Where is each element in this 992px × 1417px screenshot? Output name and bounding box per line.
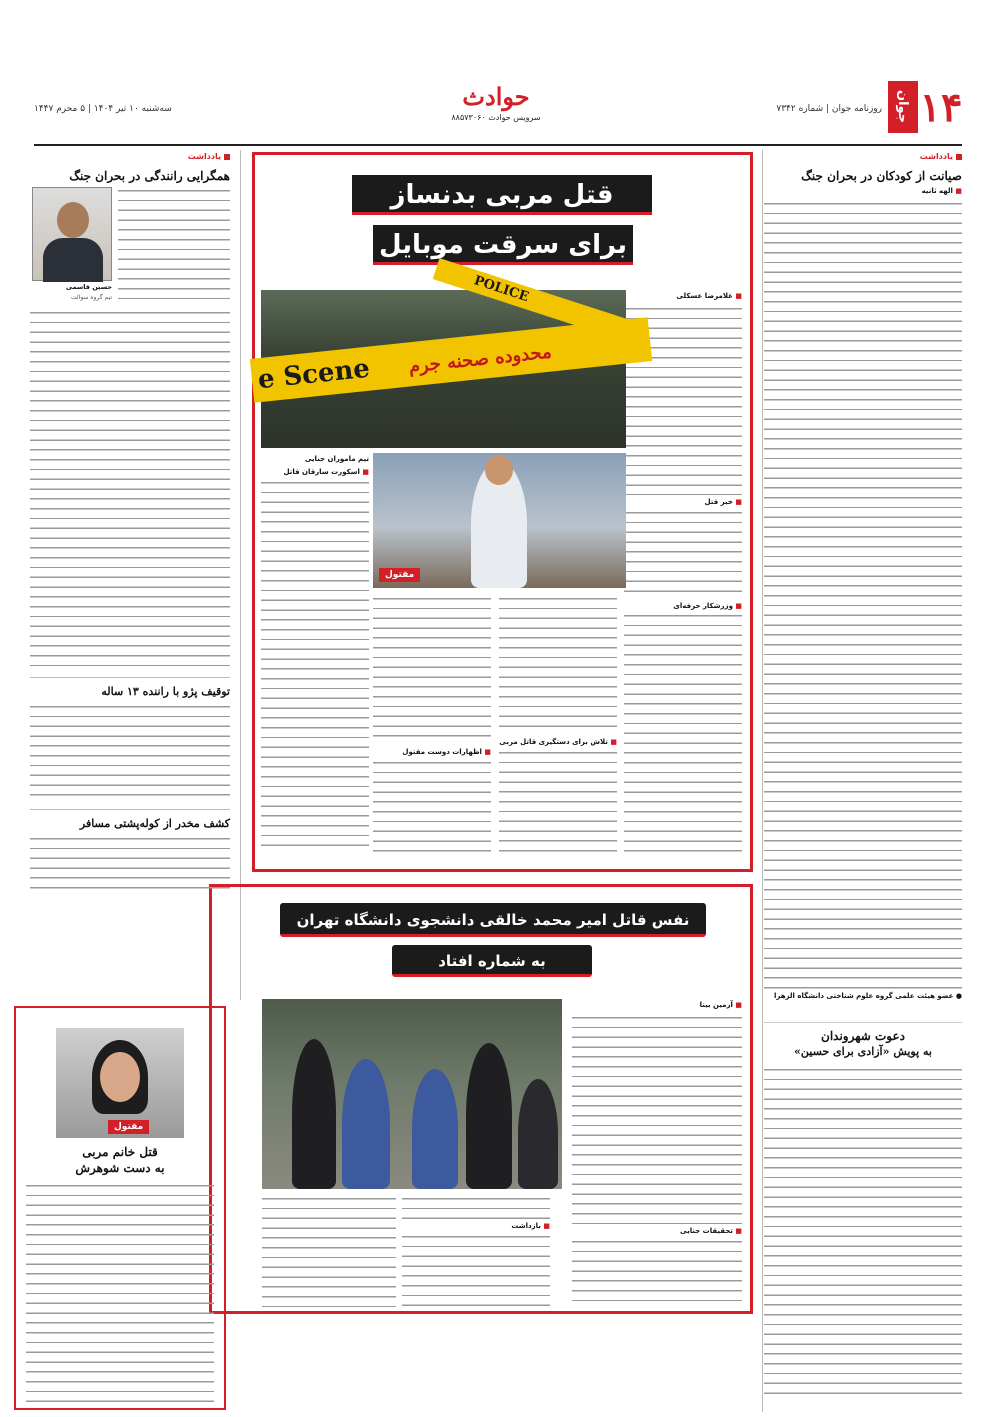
story-body xyxy=(499,749,617,859)
article-author: ■ الهه ثانیه xyxy=(921,186,962,195)
article-title: همگرایی رانندگی در بحران جنگ xyxy=(69,168,230,183)
story-column xyxy=(373,595,491,865)
masthead xyxy=(34,78,962,136)
photo-caption: تیم ماموران جنایی xyxy=(304,455,369,463)
story-title-line2: به دست شوهرش xyxy=(75,1161,165,1175)
left-story-box xyxy=(14,1006,226,1410)
officer-figure xyxy=(292,1039,336,1189)
main-story-box xyxy=(252,152,753,872)
column-divider xyxy=(762,150,763,1412)
newspaper-brand xyxy=(888,78,962,136)
subhead: ■ تحقیقات جنایی xyxy=(679,1226,742,1235)
story-body xyxy=(373,759,491,859)
author-head xyxy=(57,202,89,238)
story-body xyxy=(26,1182,214,1404)
headline-line1: قتل مربی بدنساز xyxy=(352,175,652,215)
article-body xyxy=(30,309,230,671)
story-column xyxy=(572,999,742,1311)
story-column xyxy=(402,1195,550,1311)
arrest-photo xyxy=(262,999,562,1189)
story-body xyxy=(624,509,742,599)
article-title-line1: دعوت شهروندان xyxy=(821,1029,905,1043)
victim-label: مقتول xyxy=(108,1120,149,1134)
author-body xyxy=(43,238,103,282)
brief-title: کشف مخدر از کوله‌پشتی مسافر xyxy=(79,816,230,830)
article-title: صیانت از کودکان در بحران جنگ xyxy=(801,168,962,183)
separator xyxy=(30,677,230,678)
left-column-article xyxy=(30,152,230,891)
story-body xyxy=(572,1238,742,1308)
author-photo xyxy=(32,187,112,281)
page-number: ۱۴ xyxy=(919,83,963,131)
police-tape: POLICE xyxy=(433,258,640,344)
article-body xyxy=(764,200,962,990)
story-column xyxy=(262,1195,396,1311)
header-rule xyxy=(34,144,962,146)
story-column xyxy=(624,710,742,865)
brief-body xyxy=(30,703,230,803)
note-badge: یادداشت xyxy=(30,152,230,162)
subhead: ■ خبر قتل xyxy=(704,497,742,506)
issue-date: سه‌شنبه ۱۰ تیر ۱۴۰۴ | ۵ محرم ۱۴۴۷ xyxy=(34,104,172,114)
victim-photo xyxy=(56,1028,184,1138)
subhead: ■ وزرشکار حرفه‌ای xyxy=(673,601,742,610)
crime-scene-photo xyxy=(256,273,626,448)
issue-info: روزنامه جوان | شماره ۷۳۴۲ xyxy=(776,104,882,114)
story-author: ■ غلامرضا عسکلی xyxy=(676,292,742,300)
story-title-line1: قتل خانم مربی xyxy=(82,1145,158,1159)
story-body xyxy=(262,1195,396,1307)
story-body xyxy=(624,612,742,712)
separator xyxy=(30,809,230,810)
badge-square-icon xyxy=(956,154,962,160)
headline-line2: به شماره افتاد xyxy=(392,945,592,977)
story-body xyxy=(261,479,369,849)
story-column xyxy=(499,595,617,865)
brief-body xyxy=(30,835,230,891)
officer-figure xyxy=(518,1079,558,1189)
intro-block xyxy=(30,187,230,305)
victim-head xyxy=(485,455,513,485)
article-body xyxy=(118,187,230,305)
police-tape: e Scene محدوده صحنه جرم xyxy=(250,317,652,403)
officer-figure xyxy=(466,1043,512,1189)
story-body xyxy=(499,595,617,735)
note-badge: یادداشت xyxy=(764,152,962,162)
badge-square-icon xyxy=(224,154,230,160)
suspect-figure xyxy=(412,1069,458,1189)
author-name: حسین قاسمی xyxy=(65,282,112,291)
suspect-figure xyxy=(342,1059,390,1189)
headline-line1: نفس قاتل امیر محمد خالقی دانشجوی دانشگاه تهران xyxy=(280,903,706,937)
article-body xyxy=(764,1066,962,1396)
story-column xyxy=(261,453,369,863)
story-author: ■ آرمین بینا xyxy=(699,1001,742,1009)
service-line: سرویس حوادث ۸۸۵۷۳۰۶۰ xyxy=(451,113,541,122)
victim-label: مقتول xyxy=(379,568,420,582)
right-bottom-article xyxy=(764,1028,962,1408)
story-body xyxy=(624,710,742,860)
section-name: حوادث xyxy=(462,82,530,111)
article-signoff: ● عضو هیئت علمی گروه علوم شناختی دانشگاه الزهرا xyxy=(773,991,962,1000)
column-divider xyxy=(240,150,241,1000)
story-body xyxy=(402,1195,550,1219)
right-column-article xyxy=(764,152,962,1014)
author-role: تیم گروه سوالت xyxy=(70,293,112,301)
brief-title: توقیف پژو با راننده ۱۳ ساله xyxy=(101,684,230,698)
story-body xyxy=(373,595,491,745)
second-story-box xyxy=(209,884,753,1314)
headline-line2: برای سرقت موبایل xyxy=(373,225,633,265)
article-title-line2: به پویش «آزادی برای حسین» xyxy=(794,1045,932,1058)
subhead: ■ اظهارات دوست مقتول xyxy=(402,748,491,756)
victim-photo xyxy=(373,453,626,588)
story-body xyxy=(572,1014,742,1224)
subhead: ■ تلاش برای دستگیری قاتل مربی xyxy=(499,738,617,746)
victim-face xyxy=(100,1052,140,1102)
subhead: ■ اسکورت سارقان قاتل xyxy=(283,467,369,476)
subhead: ■ بازداشت xyxy=(511,1222,550,1230)
section-logo xyxy=(426,82,566,122)
story-body xyxy=(402,1233,550,1309)
brand-logo: جوان xyxy=(888,81,918,133)
